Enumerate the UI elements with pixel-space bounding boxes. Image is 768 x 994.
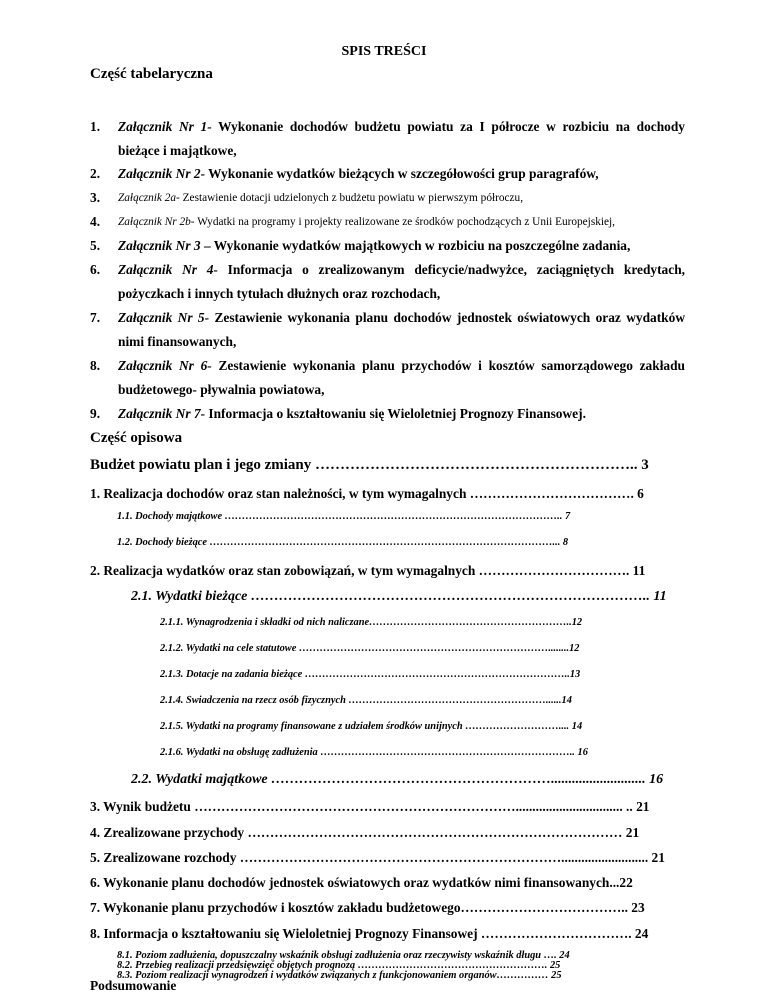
toc-entry-page: 12 (571, 617, 583, 628)
item-text: Wykonanie dochodów budżetu powiatu za I półrocze w rozbiciu na dochody bieżące i majątkowe, (118, 119, 686, 158)
item-number: 8. (90, 358, 101, 373)
toc-entry-title: 8.1. Poziom zadłużenia, dopuszczalny wskaźnik obsługi zadłużenia oraz rzeczywisty wskaźnik długu (117, 950, 544, 961)
toc-entry-title: 4. Zrealizowane przychody (90, 825, 248, 840)
toc-entry-dots: ………………………………………………………………………… (247, 825, 626, 840)
toc-entry-page: 21 (625, 825, 640, 840)
item-text: Wydatki na programy i projekty realizowane ze środków pochodzących z Unii Europejskiej, (194, 216, 615, 228)
attachment-item (90, 354, 685, 402)
toc-entry-dots: ………………………………………………………………........ (298, 643, 570, 654)
toc-entry-page: 16 (577, 747, 588, 758)
toc-entry-title: 8.3. Poziom realizacji wynagrodzeń i wydatków związanych z funkcjonowaniem organów (117, 970, 497, 981)
item-number: 1. (90, 119, 101, 134)
toc-entry-dots: ………………………………………………………………………………………... (209, 537, 563, 548)
item-number: 9. (90, 406, 101, 421)
toc-entry-dots: ………………………………. (469, 486, 638, 501)
toc-entry-dots: ……………………………………………………………….......................... (239, 850, 652, 865)
toc-entry-page: 22 (619, 875, 633, 890)
toc-entry-title: 1. Realizacja dochodów oraz stan należności, w tym wymagalnych (90, 486, 470, 501)
toc-entry-dots: ………………………………………………………………………….. (250, 589, 654, 604)
toc-entry (160, 643, 686, 654)
attachment-item (90, 115, 685, 163)
toc-entry-page: 25 (551, 970, 562, 981)
toc-entry-dots: ……………………….... (465, 721, 572, 732)
item-label: Załącznik Nr 6- (118, 358, 212, 373)
toc-entry-page: 8 (562, 537, 569, 548)
toc-entry-page: 11 (632, 563, 646, 578)
toc-entry-dots: ……………………………. (480, 926, 635, 941)
summary-heading: Podsumowanie (90, 978, 177, 993)
toc-entry-page: 14 (571, 721, 583, 732)
toc-entry-title: 8.2. Przebieg realizacji przedsięwzięć objętych prognozą (117, 960, 358, 971)
section-heading-descriptive: Część opisowa (90, 430, 183, 446)
toc-entry-page: 25 (549, 960, 561, 971)
toc-entry-dots: …………………………………………………...... (348, 695, 562, 706)
toc-entry-dots: …………… (496, 970, 552, 981)
toc-entry-dots: …………………………………………………………………………………….. (224, 511, 565, 522)
attachment-item (90, 210, 685, 234)
toc-entry (117, 511, 687, 522)
toc-entry-page: 3 (641, 457, 649, 473)
item-number: 7. (90, 310, 101, 325)
attachment-item (90, 162, 685, 186)
toc-entry (90, 875, 690, 891)
toc-entry (90, 825, 690, 841)
item-number: 2. (90, 166, 101, 181)
item-number: 4. (90, 214, 101, 229)
toc-entry (160, 669, 686, 680)
toc-entry-page: 24 (559, 950, 570, 961)
toc-entry-page: 16 (649, 772, 664, 787)
toc-entry-dots: …. (543, 950, 560, 961)
toc-entry (160, 695, 686, 706)
toc-entry (117, 537, 687, 548)
item-label: Załącznik Nr 7- (118, 406, 206, 421)
section-heading-tabular: Część tabelaryczna (90, 66, 213, 82)
toc-entry-title: 2.2. Wydatki majątkowe (131, 772, 272, 787)
item-label: Załącznik Nr 5- (118, 310, 210, 325)
item-label: Załącznik Nr 1- (118, 119, 212, 134)
toc-entry-title: Budżet powiatu plan i jego zmiany (90, 457, 316, 473)
toc-entry-page: 11 (653, 589, 667, 604)
toc-entry-dots: ……………………………. (478, 563, 633, 578)
item-number: 3. (90, 190, 101, 205)
toc-entry-title: 2.1.2. Wydatki na cele statutowe (160, 643, 299, 654)
toc-entry (117, 970, 687, 981)
toc-entry-dots: ………………………………………………….. (369, 617, 572, 628)
toc-entry-dots: ………………………………………………………………….. (304, 669, 570, 680)
item-text: Informacja o zrealizowanym deficycie/nadwyżce, zaciągniętych kredytach, pożyczkach i innych tytułach dłużnych oraz rozchodach, (118, 262, 685, 301)
toc-entry (90, 486, 690, 502)
toc-entry-page: 24 (634, 926, 649, 941)
toc-entry-title: 2. Realizacja wydatków oraz stan zobowiązań, w tym wymagalnych (90, 563, 479, 578)
toc-entry-title: 2.1.4. Świadczenia na rzecz osób fizycznych (160, 695, 349, 706)
item-number: 5. (90, 238, 101, 253)
item-number: 6. (90, 262, 101, 277)
toc-entry (90, 926, 690, 942)
toc-entry (90, 563, 690, 579)
toc-entry-page: 7 (564, 511, 571, 522)
toc-entry (160, 747, 686, 758)
toc-entry (90, 900, 690, 916)
attachment-item (90, 402, 685, 426)
item-text: Informacja o kształtowaniu się Wieloletniej Prognozy Finansowej. (205, 406, 586, 421)
item-label: Załącznik Nr 2- (118, 166, 206, 181)
item-label: Załącznik Nr 3 (118, 238, 201, 253)
toc-entry-page: 13 (569, 669, 581, 680)
toc-entry-title: 7. Wykonanie planu przychodów i kosztów zakładu budżetowego (90, 900, 461, 915)
item-text: – Wykonanie wydatków majątkowych w rozbiciu na poszczególne zadania, (200, 238, 631, 253)
toc-entry-page: 14 (561, 695, 572, 706)
toc-entry-page: 12 (569, 643, 580, 654)
item-text: Zestawienie wykonania planu przychodów i kosztów samorządowego zakładu budżetowego- pływalnia powiatowa, (118, 358, 686, 397)
toc-entry-dots: ………………………………………………………………................................ .. (194, 799, 637, 814)
toc-entry-title: 3. Wynik budżetu (90, 799, 195, 814)
toc-entry (90, 457, 690, 474)
toc-entry-page: 23 (631, 900, 645, 915)
item-text: Zestawienie dotacji udzielonych z budżetu powiatu w pierwszym półroczu, (179, 192, 524, 204)
toc-entry-dots: ……………………………………………………........................... (271, 772, 650, 787)
toc-entry-title: 2.1.6. Wydatki na obsługę zadłużenia (160, 747, 321, 758)
toc-entry (160, 721, 686, 732)
toc-entry-page: 21 (636, 799, 650, 814)
toc-entry-dots: ……………………………………………………….. (315, 457, 642, 473)
toc-entry-title: 2.1. Wydatki bieżące (131, 589, 251, 604)
toc-entry-dots: finansowanych... (523, 875, 620, 890)
toc-entry-title: 2.1.1. Wynagrodzenia i składki od nich naliczane (160, 617, 370, 628)
toc-entry-page: 21 (651, 850, 665, 865)
toc-entry-title: 1.2. Dochody bieżące (117, 537, 210, 548)
toc-entry-title: 2.1.5. Wydatki na programy finansowane z udziałem środków unijnych (160, 721, 466, 732)
toc-entry-page: 6 (637, 486, 644, 501)
item-label: Załącznik 2a- (118, 192, 180, 204)
toc-entry-title: 6. Wykonanie planu dochodów jednostek oświatowych oraz wydatków nimi (90, 875, 524, 890)
toc-entry-title: 1.1. Dochody majątkowe (117, 511, 225, 522)
toc-entry (131, 772, 686, 788)
toc-entry (90, 799, 690, 815)
item-text: Zestawienie wykonania planu dochodów jednostek oświatowych oraz wydatków nimi finansowanych, (118, 310, 685, 349)
toc-entry-title: 8. Informacja o kształtowaniu się Wieloletniej Prognozy Finansowej (90, 926, 481, 941)
page-title: SPIS TREŚCI (341, 44, 427, 59)
toc-entry (160, 617, 686, 628)
toc-entry-dots: ……………………………….. (460, 900, 632, 915)
toc-entry-dots: ………………………………………………. (357, 960, 550, 971)
item-text: Wykonanie wydatków bieżących w szczegółowości grup paragrafów, (205, 166, 599, 181)
attachment-item (90, 306, 685, 354)
attachment-item (90, 258, 685, 306)
item-label: Załącznik Nr 2b- (118, 216, 195, 228)
toc-entry (131, 589, 686, 605)
toc-entry-dots: ……………………………………………………………….. (320, 747, 578, 758)
attachment-item (90, 186, 685, 210)
attachment-item (90, 234, 685, 258)
toc-entry-title: 2.1.3. Dotacje na zadania bieżące (160, 669, 305, 680)
toc-entry-title: 5. Zrealizowane rozchody (90, 850, 240, 865)
toc-entry (90, 850, 690, 866)
item-label: Załącznik Nr 4- (118, 262, 218, 277)
